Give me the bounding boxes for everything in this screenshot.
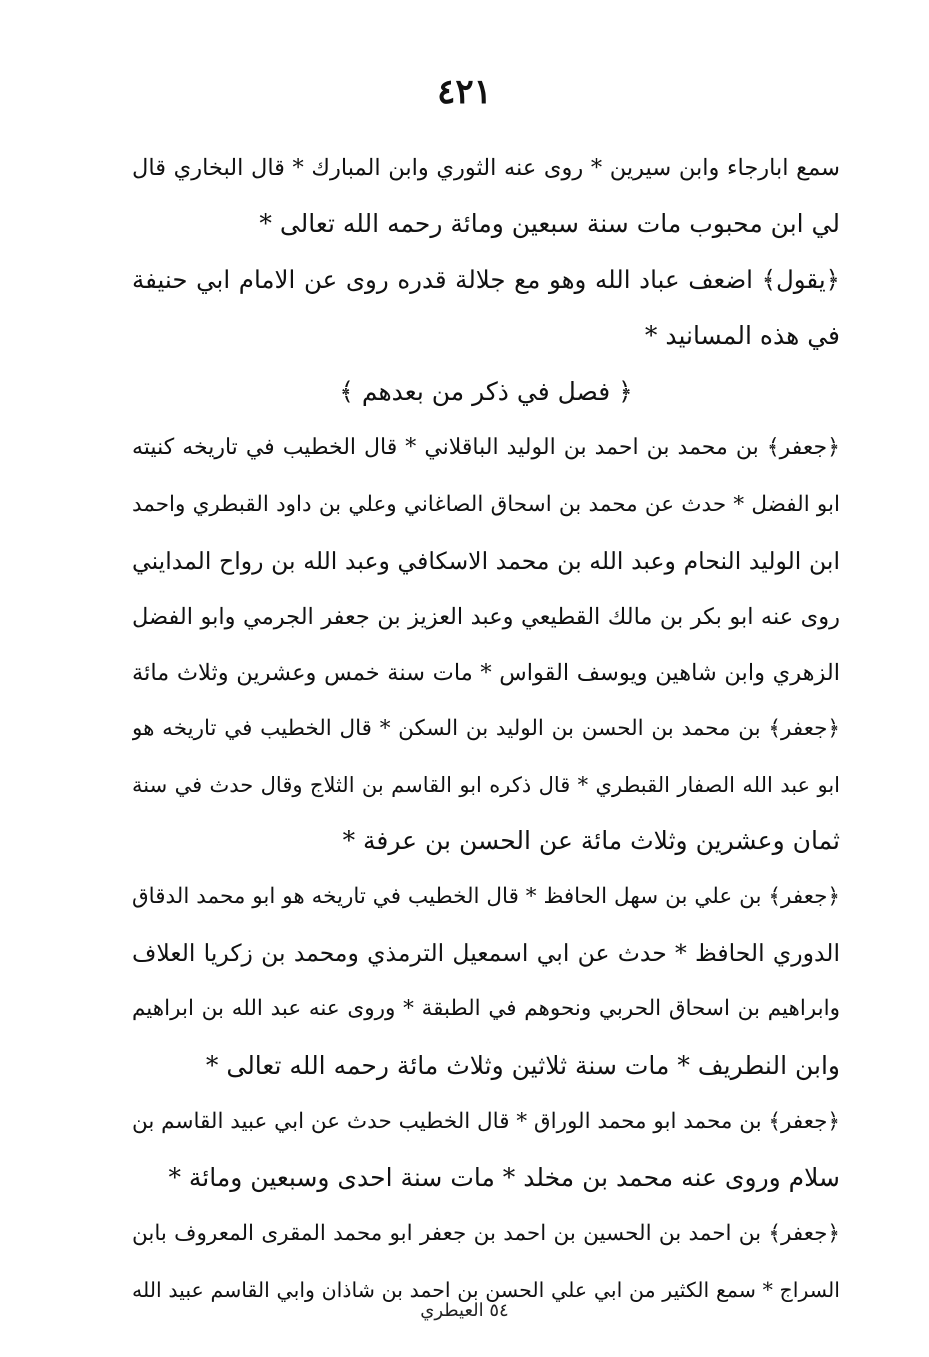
page-number: ٤٢١: [437, 72, 492, 112]
section-heading: ﴿ فصل في ذكر من بعدهم ﴾: [339, 377, 633, 407]
text-line: الدوري الحافظ * حدث عن ابي اسمعيل الترمذي ومحمد بن زكريا العلاف: [132, 939, 840, 968]
text-line: سمع ابارجاء وابن سيرين * روى عنه الثوري وابن المبارك * قال البخاري قال: [132, 155, 840, 181]
text-line: وابراهيم بن اسحاق الحربي ونحوهم في الطبقة * وروى عنه عبد الله بن ابراهيم: [132, 996, 840, 1022]
text-line: ﴿جعفر﴾ بن محمد بن الحسن بن الوليد بن السكن * قال الخطيب في تاريخه هو: [132, 715, 840, 741]
text-line: وابن النطريف * مات سنة ثلاثين وثلاث مائة رحمه الله تعالى *: [205, 1050, 840, 1080]
page-footer: ٥٤ العيطري: [420, 1300, 509, 1321]
text-line: ﴿يقول﴾ اضعف عباد الله وهو مع جلالة قدره روى عن الامام ابي حنيفة: [132, 265, 840, 295]
text-line: ابن الوليد النحام وعبد الله بن محمد الاسكافي وعبد الله بن رواح المدايني: [132, 546, 840, 575]
text-line: في هذه المسانيد *: [644, 321, 840, 351]
text-line: ﴿جعفر﴾ بن محمد ابو محمد الوراق * قال الخطيب حدث عن ابي عبيد القاسم بن: [132, 1108, 840, 1134]
text-line: ﴿جعفر﴾ بن احمد بن الحسين بن احمد بن جعفر ابو محمد المقرى المعروف بابن: [132, 1220, 840, 1246]
text-line: السراج * سمع الكثير من ابي علي الحسن بن احمد بن شاذان وابي القاسم عبيد الله: [132, 1277, 840, 1302]
text-line: ﴿جعفر﴾ بن علي بن سهل الحافظ * قال الخطيب في تاريخه هو ابو محمد الدقاق: [132, 884, 840, 910]
text-line: ابو عبد الله الصفار القبطري * قال ذكره ابو القاسم بن الثلاج وقال حدث في سنة: [132, 773, 840, 798]
text-line: سلام وروى عنه محمد بن مخلد * مات سنة احدى وسبعين ومائة *: [168, 1162, 840, 1192]
text-line: الزهري وابن شاهين ويوسف القواس * مات سنة خمس وعشرين وثلاث مائة: [132, 659, 840, 686]
text-line: ابو الفضل * حدث عن محمد بن اسحاق الصاغاني وعلي بن داود القبطري واحمد: [132, 491, 840, 517]
body-text: [132, 140, 840, 1318]
text-line: ثمان وعشرين وثلاث مائة عن الحسن بن عرفة *: [342, 826, 840, 856]
text-line: لي ابن محبوب مات سنة سبعين ومائة رحمه الله تعالى *: [259, 209, 840, 239]
text-line: روى عنه ابو بكر بن مالك القطيعي وعبد العزيز بن جعفر الجرمي وابو الفضل: [132, 603, 840, 630]
text-line: ﴿جعفر﴾ بن محمد بن احمد بن الوليد الباقلاني * قال الخطيب في تاريخه كنيته: [132, 435, 840, 461]
